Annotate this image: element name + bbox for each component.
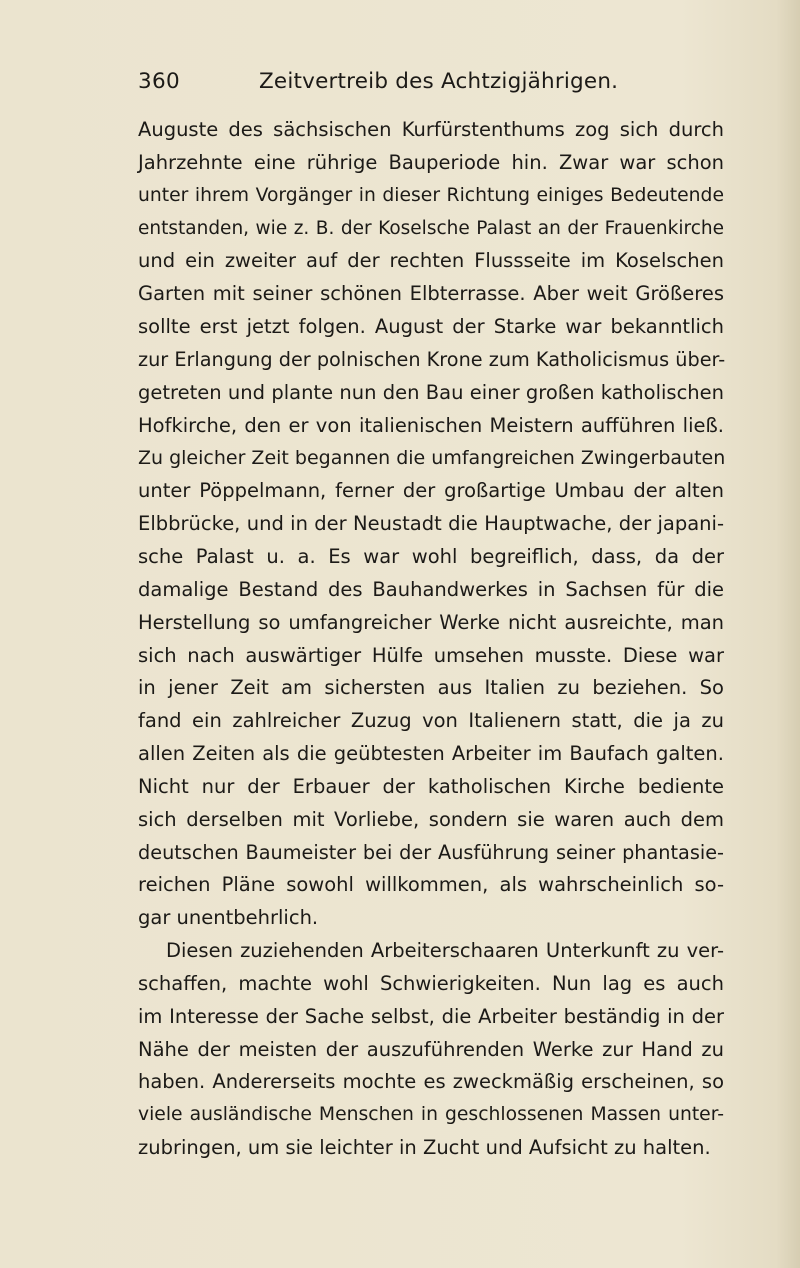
text-line: sich nach auswärtiger Hülfe umsehen musste. Diese war [138, 643, 724, 667]
text-line: entstanden, wie z. B. der Koselsche Palast an der Frauenkirche [138, 217, 724, 239]
paragraph-start-line: Diesen zuziehenden Arbeiterschaaren Unterkunft zu ver- [166, 939, 724, 963]
text-line: reichen Pläne sowohl willkommen, als wahrscheinlich so- [138, 873, 724, 897]
text-line: unter Pöppelmann, ferner der großartige Umbau der alten [138, 479, 724, 503]
paragraph-end-line: gar unentbehrlich. [138, 906, 319, 930]
text-line: und ein zweiter auf der rechten Flussseite im Koselschen [138, 249, 724, 273]
text-line: Zu gleicher Zeit begannen die umfangreichen Zwingerbauten [138, 447, 726, 470]
text-line: sche Palast u. a. Es war wohl begreiflich, dass, da der [138, 544, 724, 568]
text-line: sich derselben mit Vorliebe, sondern sie waren auch dem [138, 807, 724, 831]
text-line: Auguste des sächsischen Kurfürstenthums zog sich durch [138, 118, 724, 141]
text-line: Herstellung so umfangreicher Werke nicht ausreichte, man [138, 610, 724, 634]
text-line: zur Erlangung der polnischen Krone zum Katholicismus über- [138, 347, 726, 371]
text-line: allen Zeiten als die geübtesten Arbeiter im Baufach galten. [138, 742, 724, 766]
text-line: Garten mit seiner schönen Elbterrasse. Aber weit Größeres [138, 282, 724, 306]
text-line: getreten und plante nun den Bau einer großen katholischen [138, 380, 724, 404]
text-line: viele ausländische Menschen in geschlossenen Massen unter- [138, 1104, 724, 1126]
text-line: im Interesse der Sache selbst, die Arbeiter beständig in der [138, 1004, 724, 1028]
text-line: fand ein zahlreicher Zuzug von Italienern statt, die ja zu [138, 709, 724, 733]
running-title: Zeitvertreib des Achtzigjährigen. [259, 69, 619, 94]
text-line: schaffen, machte wohl Schwierigkeiten. Nun lag es auch [138, 971, 724, 995]
body-text [138, 114, 724, 1165]
text-line: Nicht nur der Erbauer der katholischen Kirche bediente [138, 774, 724, 798]
text-line: damalige Bestand des Bauhandwerkes in Sachsen für die [138, 577, 724, 601]
paragraph-end-line: zubringen, um sie leichter in Zucht und Aufsicht zu halten. [138, 1136, 711, 1160]
text-line: unter ihrem Vorgänger in dieser Richtung einiges Bedeutende [138, 184, 724, 206]
running-header [0, 62, 800, 102]
text-line: sollte erst jetzt folgen. August der Starke war bekanntlich [138, 315, 724, 339]
page-number: 360 [138, 69, 180, 94]
text-line: Jahrzehnte eine rührige Bauperiode hin. Zwar war schon [138, 150, 724, 174]
text-line: deutschen Baumeister bei der Ausführung seiner phantasie- [138, 840, 724, 864]
text-line: Elbbrücke, und in der Neustadt die Hauptwache, der japani- [138, 512, 724, 536]
text-line: Nähe der meisten der auszuführenden Werke zur Hand zu [138, 1037, 724, 1061]
text-line: in jener Zeit am sichersten aus Italien zu beziehen. So [138, 676, 724, 700]
text-line: haben. Andererseits mochte es zweckmäßig erscheinen, so [138, 1070, 724, 1094]
text-line: Hofkirche, den er von italienischen Meistern aufführen ließ. [138, 413, 724, 437]
